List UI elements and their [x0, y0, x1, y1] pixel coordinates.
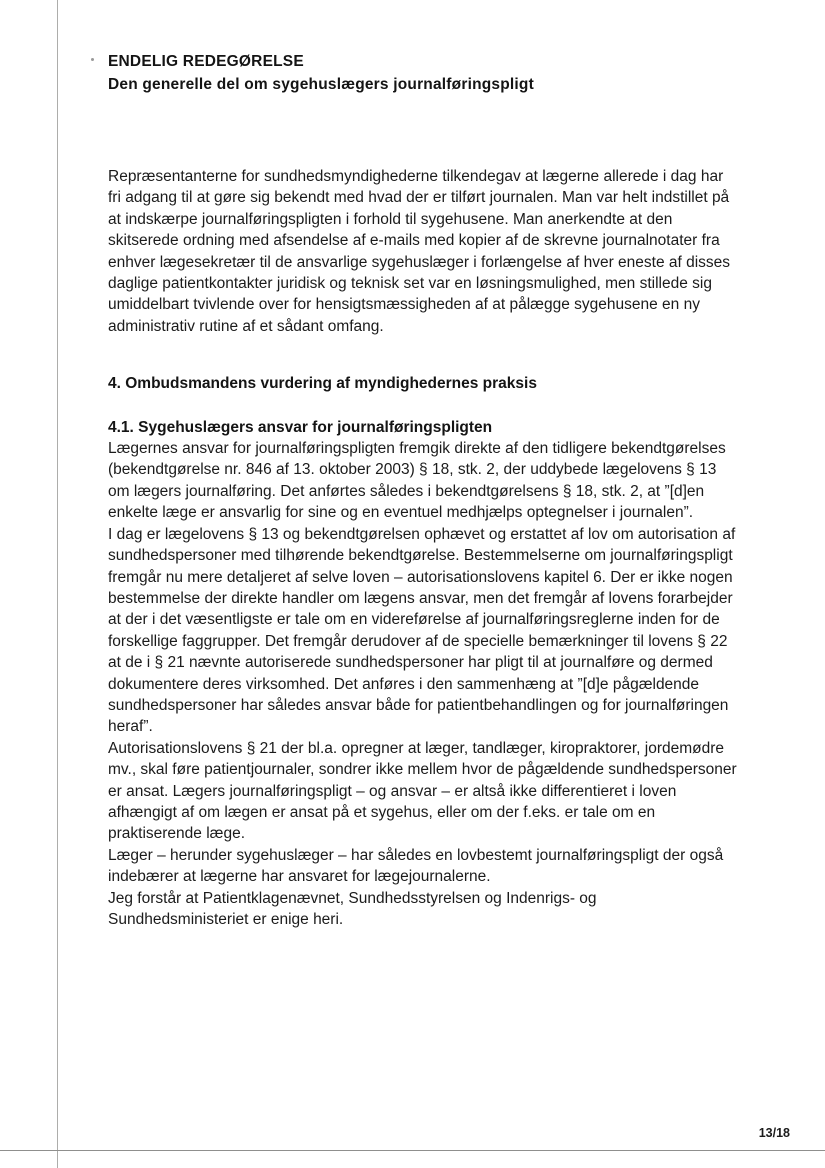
paragraph: Autorisationslovens § 21 der bl.a. opregner at læger, tandlæger, kiropraktorer, jordemødre mv., skal føre patientjournaler, sondrer ikke mellem hvor de pågældende sundhedspersoner er ansat. Lægers journalføringspligt – og ansvar – er altså ikke differentieret i loven afhængigt af om lægen er ansat på et sygehus, eller om der f.eks. er tale om en praktiserende læge.: [108, 739, 737, 843]
scan-bottom-line: [0, 1150, 825, 1151]
document-body: [108, 166, 738, 930]
paragraph: Lægernes ansvar for journalføringspligten fremgik direkte af den tidligere bekendtgørelses (bekendtgørelse nr. 846 af 13. oktober 2003) § 18, stk. 2, der uddybede lægelovens § 13 om lægers journalføring. Det anførtes således i bekendtgørelsens § 18, stk. 2, at ”[d]en enkelte læge er ansvarlig for sine og en eventuel medhjælps optegnelser i journalen”.: [108, 440, 726, 522]
document-title: ENDELIG REDEGØRELSE: [108, 53, 304, 70]
subsection-heading: 4.1. Sygehuslægers ansvar for journalføringspligten: [108, 418, 493, 436]
section-heading: 4. Ombudsmandens vurdering af myndighedernes praksis: [108, 375, 537, 393]
scan-edge-line: [57, 0, 58, 1168]
scan-artifact-dot: [91, 58, 94, 61]
paragraph: I dag er lægelovens § 13 og bekendtgørelsen ophævet og erstattet af lov om autorisation af sundhedspersoner med tilhørende bekendtgørelse. Bestemmelserne om journalføringspligt fremgår nu mere detaljeret af selve loven – autorisationslovens kapitel 6. Der er ikke nogen bestemmelse der direkte handler om lægens ansvar, men det fremgår af lovens forarbejder at der i det væsentligste er tale om en videreførelse af journalføringsreglerne inden for de forskellige faggrupper. Det fremgår derudover af de specielle bemærkninger til lovens § 22 at de i § 21 nævnte autoriserede sundhedspersoner har pligt til at journalføre og dermed dokumentere deres virksomhed. Det anføres i den sammenhæng at ”[d]e pågældende sundhedspersoner har således ansvar både for patientbehandlingen og for journalføringen heraf”.: [108, 525, 736, 736]
paragraph: Læger – herunder sygehuslæger – har således en lovbestemt journalføringspligt der også indebærer at lægerne har ansvaret for lægejournalerne.: [108, 846, 724, 886]
paragraph: Jeg forstår at Patientklagenævnet, Sundhedsstyrelsen og Indenrigs- og Sundhedsministeriet er enige heri.: [108, 889, 597, 928]
document-subtitle: Den generelle del om sygehuslægers journalføringspligt: [108, 76, 534, 93]
intro-paragraph: Repræsentanterne for sundhedsmyndighederne tilkendegav at lægerne allerede i dag har fri adgang til at gøre sig bekendt med hvad der er tilført journalen. Man var helt indstillet på at indskærpe journalføringspligten i forhold til sygehusene. Man anerkendte at den skitserede ordning med afsendelse af e-mails med kopier af de skrevne journalnotater fra enhver lægesekretær til de ansvarlige sygehuslæger i forlængelse af hver eneste af disses daglige patientkontakter juridisk og teknisk set var en løsningsmulighed, men stillede sig umiddelbart tvivlende over for hensigtsmæssigheden af at pålægge sygehusene en ny administrativ rutine af et sådant omfang.: [108, 168, 731, 335]
page-number: 13/18: [758, 1126, 790, 1140]
document-header: [108, 50, 748, 96]
